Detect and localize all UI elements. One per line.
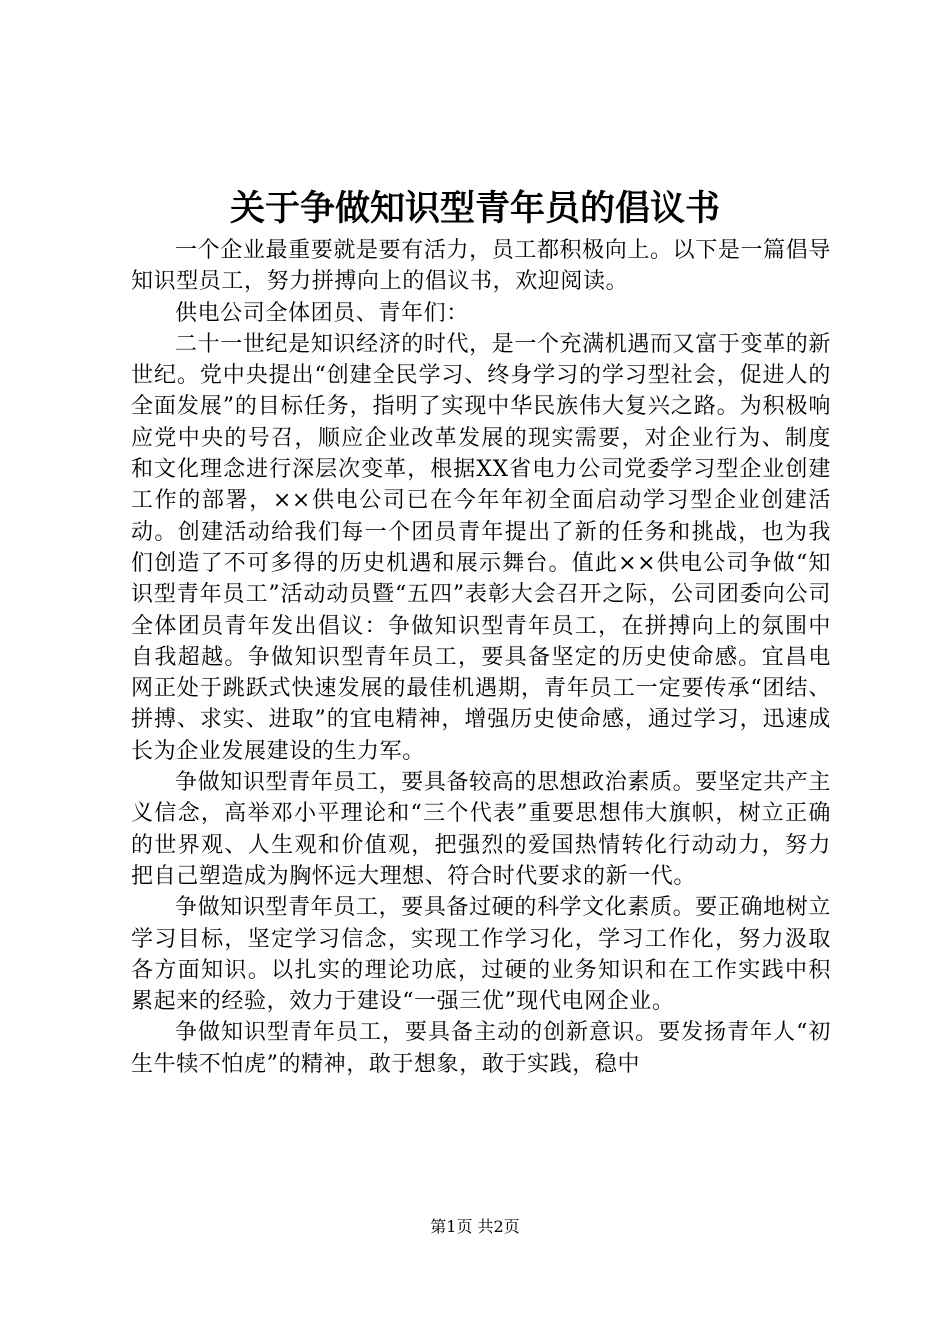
- paragraph-salutation: 供电公司全体团员、青年们：: [175, 300, 469, 326]
- document-body: [131, 235, 831, 1080]
- paragraph-political: 争做知识型青年员工，要具备较高的思想政治素质。要坚定共产主义信念，高举邓小平理论和“三个代表”重要思想伟大旗帜，树立正确的世界观、人生观和价值观，把强烈的爱国热情转化行动动力，努力把自己塑造成为胸怀远大理想、符合时代要求的新一代。: [131, 770, 831, 889]
- document-title: 关于争做知识型青年员的倡议书: [229, 188, 720, 229]
- paragraph-innovation: 争做知识型青年员工，要具备主动的创新意识。要发扬青年人“初生牛犊不怕虎”的精神，敢于想象，敢于实践，稳中: [131, 1020, 831, 1077]
- paragraph-main: 二十一世纪是知识经济的时代，是一个充满机遇而又富于变革的新世纪。党中央提出“创建全民学习、终身学习的学习型社会，促进人的全面发展”的目标任务，指明了实现中华民族伟大复兴之路。为积极响应党中央的号召，顺应企业改革发展的现实需要，对企业行为、制度和文化理念进行深层次变革，根据XX省电力公司党委学习型企业创建工作的部署，××供电公司已在今年年初全面启动学习型企业创建活动。创建活动给我们每一个团员青年提出了新的任务和挑战，也为我们创造了不可多得的历史机遇和展示舞台。值此××供电公司争做“知识型青年员工”活动动员暨“五四”表彰大会召开之际，公司团委向公司全体团员青年发出倡议：争做知识型青年员工，在拼搏向上的氛围中自我超越。争做知识型青年员工，要具备坚定的历史使命感。宜昌电网正处于跳跃式快速发展的最佳机遇期，青年员工一定要传承“团结、拼搏、求实、进取”的宜电精神，增强历史使命感，通过学习，迅速成长为企业发展建设的生力军。: [131, 331, 831, 764]
- paragraph-scientific: 争做知识型青年员工，要具备过硬的科学文化素质。要正确地树立学习目标，坚定学习信念，实现工作学习化，学习工作化，努力汲取各方面知识。以扎实的理论功底，过硬的业务知识和在工作实践中积累起来的经验，效力于建设“一强三优”现代电网企业。: [131, 895, 831, 1015]
- page-footer: 第1页 共2页: [430, 1217, 520, 1236]
- paragraph-intro: 一个企业最重要就是要有活力，员工都积极向上。以下是一篇倡导知识型员工，努力拼搏向上的倡议书，欢迎阅读。: [131, 238, 831, 295]
